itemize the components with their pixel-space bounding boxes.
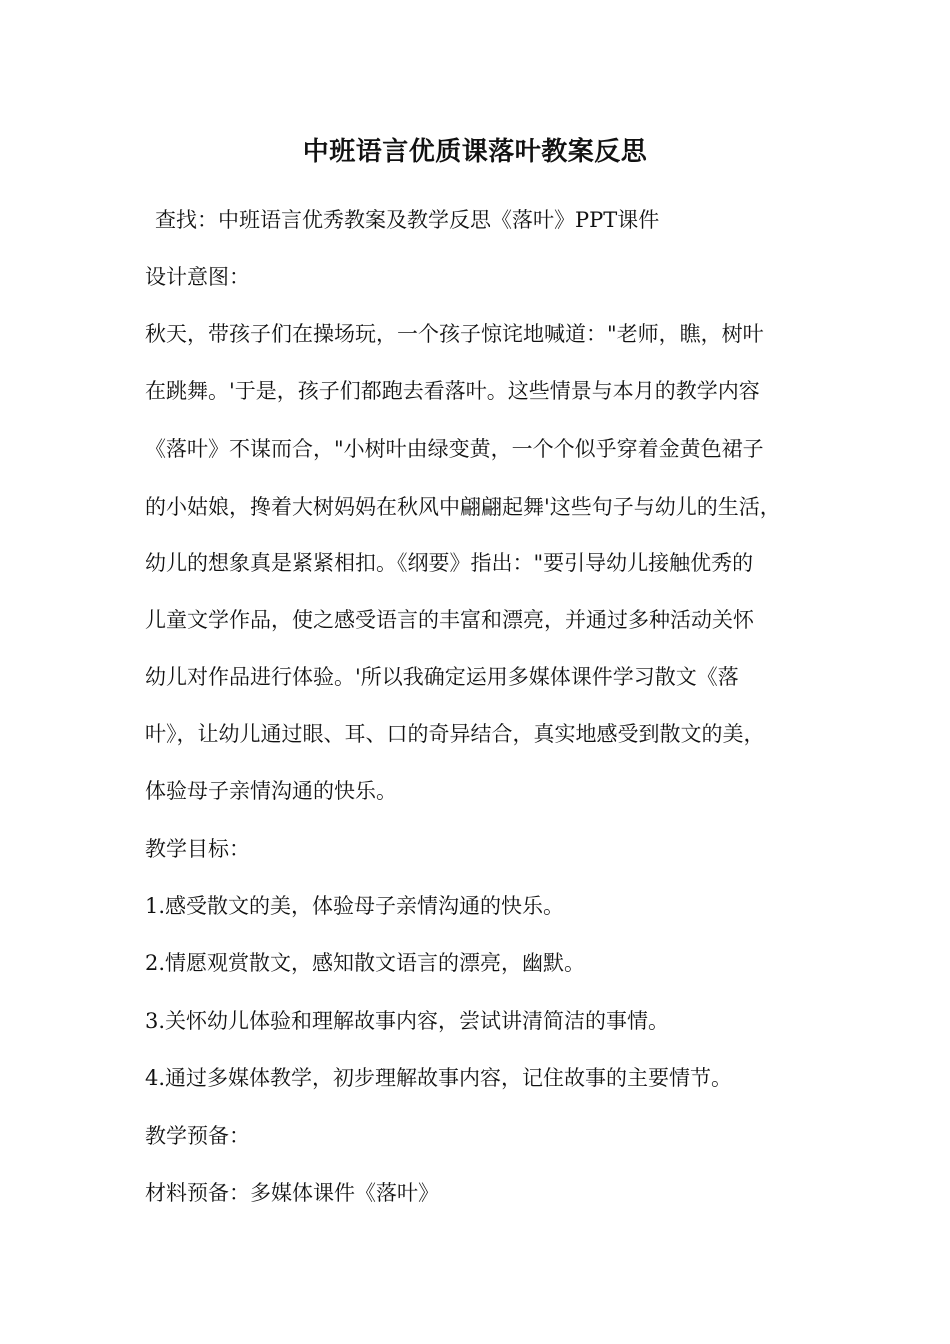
design-heading: 设计意图： bbox=[145, 265, 250, 289]
design-paragraph-line: 在跳舞。'于是，孩子们都跑去看落叶。这些情景与本月的教学内容 bbox=[145, 379, 760, 403]
design-paragraph-line: 体验母子亲情沟通的快乐。 bbox=[145, 779, 397, 803]
goal-item: 1.感受散文的美，体验母子亲情沟通的快乐。 bbox=[145, 894, 565, 918]
goal-item: 4.通过多媒体教学，初步理解故事内容，记住故事的主要情节。 bbox=[145, 1066, 733, 1090]
design-paragraph-line: 的小姑娘，搀着大树妈妈在秋风中翩翩起舞'这些句子与幼儿的生活， bbox=[145, 495, 781, 519]
design-paragraph-line: 秋天，带孩子们在操场玩，一个孩子惊诧地喊道："老师，瞧，树叶 bbox=[145, 322, 764, 346]
material-line: 材料预备：多媒体课件《落叶》 bbox=[145, 1181, 439, 1205]
design-paragraph-line: 幼儿的想象真是紧紧相扣。《纲要》指出："要引导幼儿接触优秀的 bbox=[145, 551, 754, 575]
goals-heading: 教学目标： bbox=[145, 837, 250, 861]
design-paragraph-line: 儿童文学作品，使之感受语言的丰富和漂亮，并通过多种活动关怀 bbox=[145, 608, 754, 632]
goal-item: 3.关怀幼儿体验和理解故事内容，尝试讲清简洁的事情。 bbox=[145, 1009, 670, 1033]
design-paragraph-line: 《落叶》不谋而合，"小树叶由绿变黄，一个个似乎穿着金黄色裙子 bbox=[145, 437, 764, 461]
design-paragraph-line: 幼儿对作品进行体验。'所以我确定运用多媒体课件学习散文《落 bbox=[145, 665, 739, 689]
design-paragraph-line: 叶》，让幼儿通过眼、耳、口的奇异结合，真实地感受到散文的美， bbox=[145, 722, 765, 746]
goal-item: 2.情愿观赏散文，感知散文语言的漂亮，幽默。 bbox=[145, 951, 586, 975]
search-line: 查找：中班语言优秀教案及教学反思《落叶》PPT课件 bbox=[155, 208, 660, 232]
prep-heading: 教学预备： bbox=[145, 1124, 250, 1148]
document-title: 中班语言优质课落叶教案反思 bbox=[302, 137, 648, 167]
